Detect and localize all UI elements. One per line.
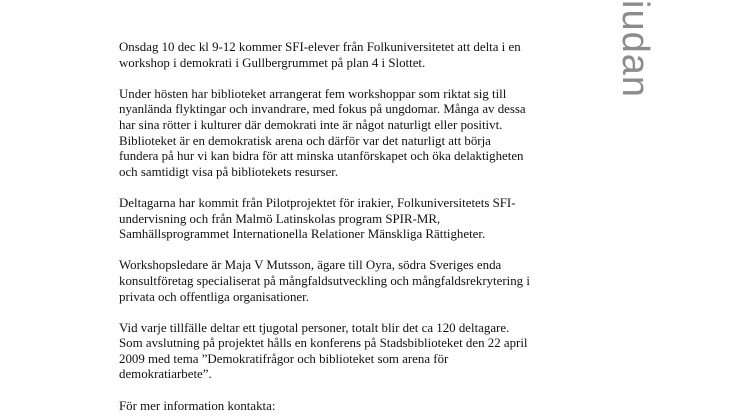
text-line: Vid varje tillfälle deltar ett tjugotal personer, totalt blir det ca 120 deltagare. — [119, 320, 510, 335]
text-line: Workshopsledare är Maja V Mutsson, ägare till Oyra, södra Sveriges enda — [119, 258, 502, 273]
text-line: undervisning och från Malmö Latinskolas program SPIR-MR, — [119, 211, 441, 226]
text-line: Onsdag 10 dec kl 9-12 kommer SFI-elever från Folkuniversitetet att delta i en — [119, 40, 521, 54]
article-body — [119, 40, 599, 414]
text-line: workshop i demokrati i Gullbergrummet på plan 4 i Slottet. — [119, 55, 426, 70]
text-line: har sina rötter i kulturer där demokrati inte är något naturligt eller positivt. — [119, 117, 503, 132]
text-line: Samhällsprogrammet Internationella Relationer Mänskliga Rättigheter. — [119, 227, 486, 242]
side-heading — [614, 0, 658, 140]
paragraph-contact — [119, 399, 599, 415]
text-line: fundera på hur vi kan bidra för att minska utanförskapet och öka delaktigheten — [119, 149, 524, 164]
text-line: demokratiarbete”. — [119, 367, 212, 382]
side-heading-text: iudan — [614, 0, 656, 98]
paragraph-background — [119, 87, 599, 181]
text-line: konsultföretag specialiserat på mångfaldsutveckling och mångfaldsrekrytering i — [119, 273, 530, 288]
text-line: privata och offentliga organisationer. — [119, 289, 309, 304]
paragraph-workshop-leader — [119, 258, 599, 305]
text-line: Biblioteket är en demokratisk arena och därför var det naturligt att börja — [119, 133, 491, 148]
text-line: och samtidigt visa på bibliotekets resurser. — [119, 164, 339, 179]
text-line: Deltagarna har kommit från Pilotprojektet för irakier, Folkuniversitetets SFI- — [119, 195, 516, 210]
text-line: Som avslutning på projektet hålls en konferens på Stadsbiblioteket den 22 april — [119, 336, 528, 351]
text-line: nyanlända flyktingar och invandrare, med fokus på ungdomar. Många av dessa — [119, 102, 526, 117]
text-line: Under hösten har biblioteket arrangerat fem workshoppar som riktat sig till — [119, 86, 507, 101]
text-line: För mer information kontakta: — [119, 398, 276, 413]
paragraph-participants — [119, 196, 599, 243]
text-line: 2009 med tema ”Demokratifrågor och biblioteket som arena för — [119, 351, 449, 366]
paragraph-workshop-date — [119, 40, 599, 71]
paragraph-conference — [119, 321, 599, 383]
